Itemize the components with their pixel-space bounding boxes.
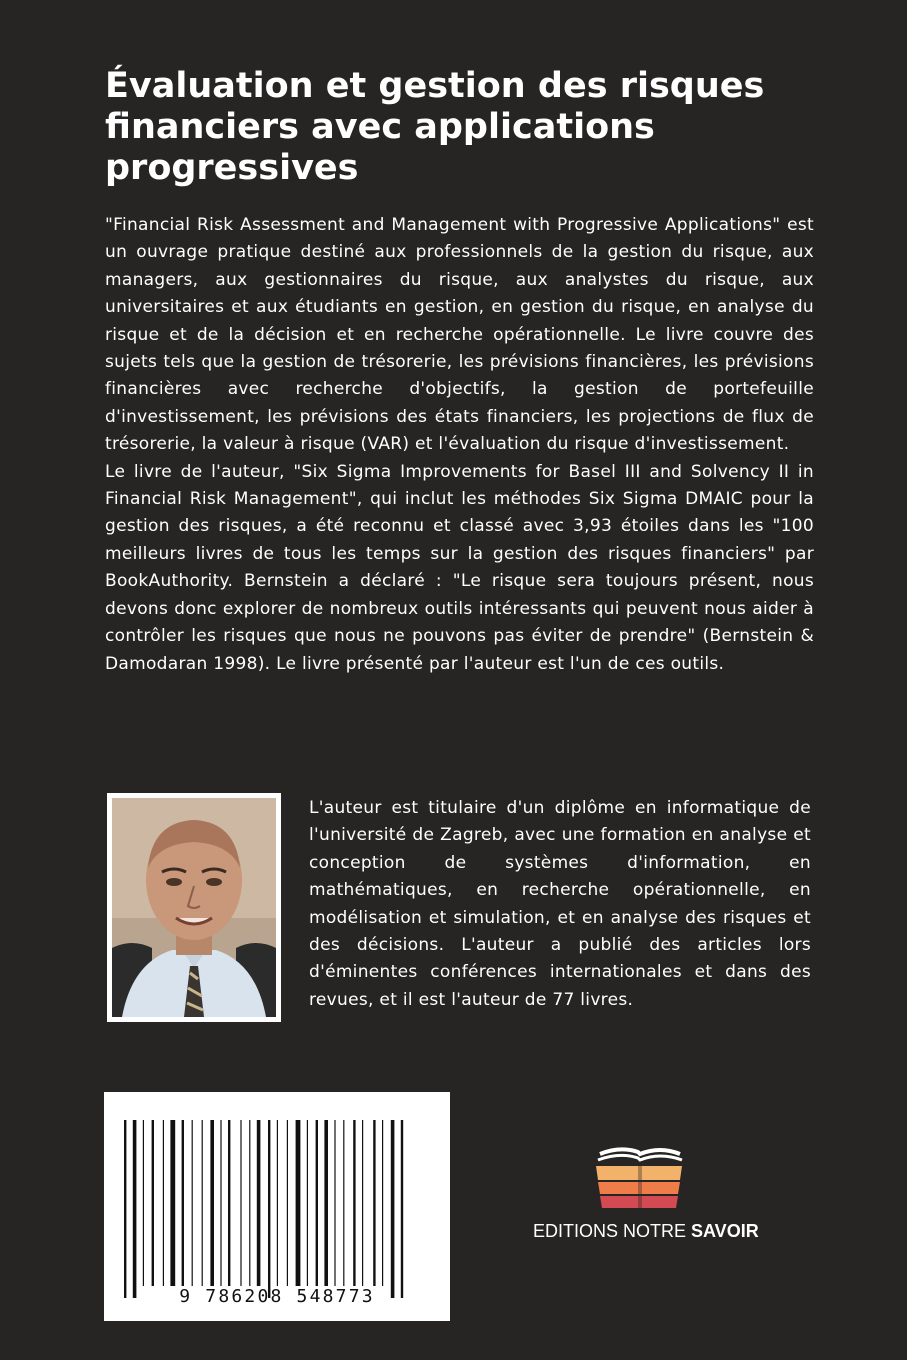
barcode-bar: [210, 1120, 214, 1286]
barcode-bar: [343, 1120, 344, 1286]
barcode-bar: [170, 1120, 175, 1286]
author-photo: [107, 793, 281, 1022]
barcode-bar: [307, 1120, 308, 1286]
barcode-bar: [228, 1120, 230, 1286]
barcode-bar: [202, 1120, 203, 1286]
barcode-bar: [124, 1120, 126, 1298]
publisher-name-bold: SAVOIR: [691, 1221, 759, 1241]
barcode-bar: [182, 1120, 184, 1286]
barcode-bar: [334, 1120, 335, 1286]
barcode-bar: [287, 1120, 288, 1286]
barcode-bar: [133, 1120, 137, 1298]
author-bio: L'auteur est titulaire d'un diplôme en informatique de l'université de Zagreb, avec une formation en analyse et conception de systèmes d'information, en mathématiques, en recherche opérationnelle, en modélisation et simulation, et en analyse des risques et des décisions. L'auteur a publié des articles lors d'éminentes conférences internationales et dans des revues, et il est l'auteur de 77 livres.: [309, 798, 811, 1010]
description-paragraph-1: "Financial Risk Assessment and Management with Progressive Applications" est un ouvrage pratique destiné aux professionnels de la gestion du risque, aux managers, aux gestionnaires du risque, aux analystes du risque, aux universitaires et aux étudiants en gestion, en gestion du risque, en analyse du risque et de la décision et en recherche opérationnelle. Le livre couvre des sujets tels que la gestion de trésorerie, les prévisions financières, les prévisions financières avec recherche d'objectifs, la gestion de portefeuille d'investissement, les prévisions des états financiers, les projections de flux de trésorerie, la valeur à risque (VAR) et l'évaluation du risque d'investissement.: [105, 215, 814, 455]
barcode-bar: [391, 1120, 395, 1298]
isbn-number: 9 786208 548773: [179, 1286, 375, 1307]
barcode-bar: [316, 1120, 318, 1286]
publisher-logo: [560, 1140, 740, 1220]
barcode-bar: [296, 1120, 301, 1286]
barcode-bar: [163, 1120, 164, 1286]
barcode-bar: [152, 1120, 154, 1286]
description-paragraph-2: Le livre de l'auteur, "Six Sigma Improvements for Basel III and Solvency II in Financial Risk Management", qui inclut les méthodes Six Sigma DMAIC pour la gestion des risques, a été reconnu et classé avec 3,93 étoiles dans les "100 meilleurs livres de tous les temps sur la gestion des risques financiers" par BookAuthority. Bernstein a déclaré : "Le risque sera toujours présent, nous devons donc explorer de nombreux outils intéressants qui peuvent nous aider à contrôler les risques que nous ne pouvons pas éviter de prendre" (Bernstein & Damodaran 1998). Le livre présenté par l'auteur est l'un de ces outils.: [105, 461, 814, 674]
book-description: [105, 212, 814, 678]
barcode-bar: [257, 1120, 261, 1286]
barcode-bar: [353, 1120, 355, 1286]
barcode-bar: [220, 1120, 221, 1286]
barcode-bar: [373, 1120, 375, 1286]
barcode-bar: [277, 1120, 278, 1286]
barcode-bar: [324, 1120, 328, 1286]
book-title: Évaluation et gestion des risques financiers avec applications progressives: [105, 66, 765, 188]
publisher-name-regular: EDITIONS NOTRE: [533, 1221, 692, 1241]
barcode-bar: [249, 1120, 250, 1286]
barcode-bar: [268, 1120, 270, 1298]
barcode-bar: [240, 1120, 241, 1286]
barcode-bar: [143, 1120, 144, 1286]
isbn-barcode: [104, 1092, 450, 1321]
barcode-bar: [401, 1120, 403, 1298]
barcode-bar: [362, 1120, 363, 1286]
barcode-bar: [192, 1120, 193, 1286]
publisher-name: [533, 1221, 763, 1242]
barcode-bar: [382, 1120, 383, 1286]
